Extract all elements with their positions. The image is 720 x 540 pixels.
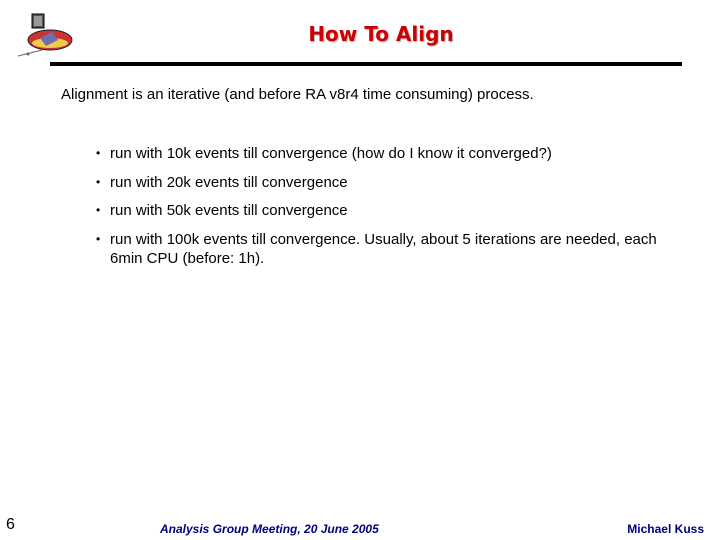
list-item — [96, 173, 676, 192]
title-divider — [50, 62, 682, 66]
page-number: 6 — [6, 516, 15, 533]
slide-title: How To Align — [308, 22, 454, 46]
bullet-text: run with 10k events till convergence (how do I know it converged?) — [110, 145, 552, 162]
list-item — [96, 230, 676, 268]
bullet-symbol: • — [96, 146, 101, 160]
bullet-symbol: • — [96, 203, 101, 217]
footer-author: Michael Kuss — [627, 522, 704, 536]
footer-meeting: Analysis Group Meeting, 20 June 2005 — [160, 522, 379, 536]
bullet-symbol: • — [96, 174, 101, 189]
list-item — [96, 201, 676, 220]
bullet-text: run with 20k events till convergence — [110, 173, 348, 191]
bullet-symbol: • — [96, 231, 101, 246]
bullet-text: run with 100k events till convergence. Usually, about 5 iterations are needed, each 6min CPU (before: 1h). — [110, 230, 657, 267]
bullet-list — [96, 144, 676, 277]
intro-text: Alignment is an iterative (and before RA v8r4 time consuming) process. — [61, 86, 534, 103]
bullet-text: run with 50k events till convergence — [110, 202, 348, 219]
list-item — [96, 144, 676, 163]
